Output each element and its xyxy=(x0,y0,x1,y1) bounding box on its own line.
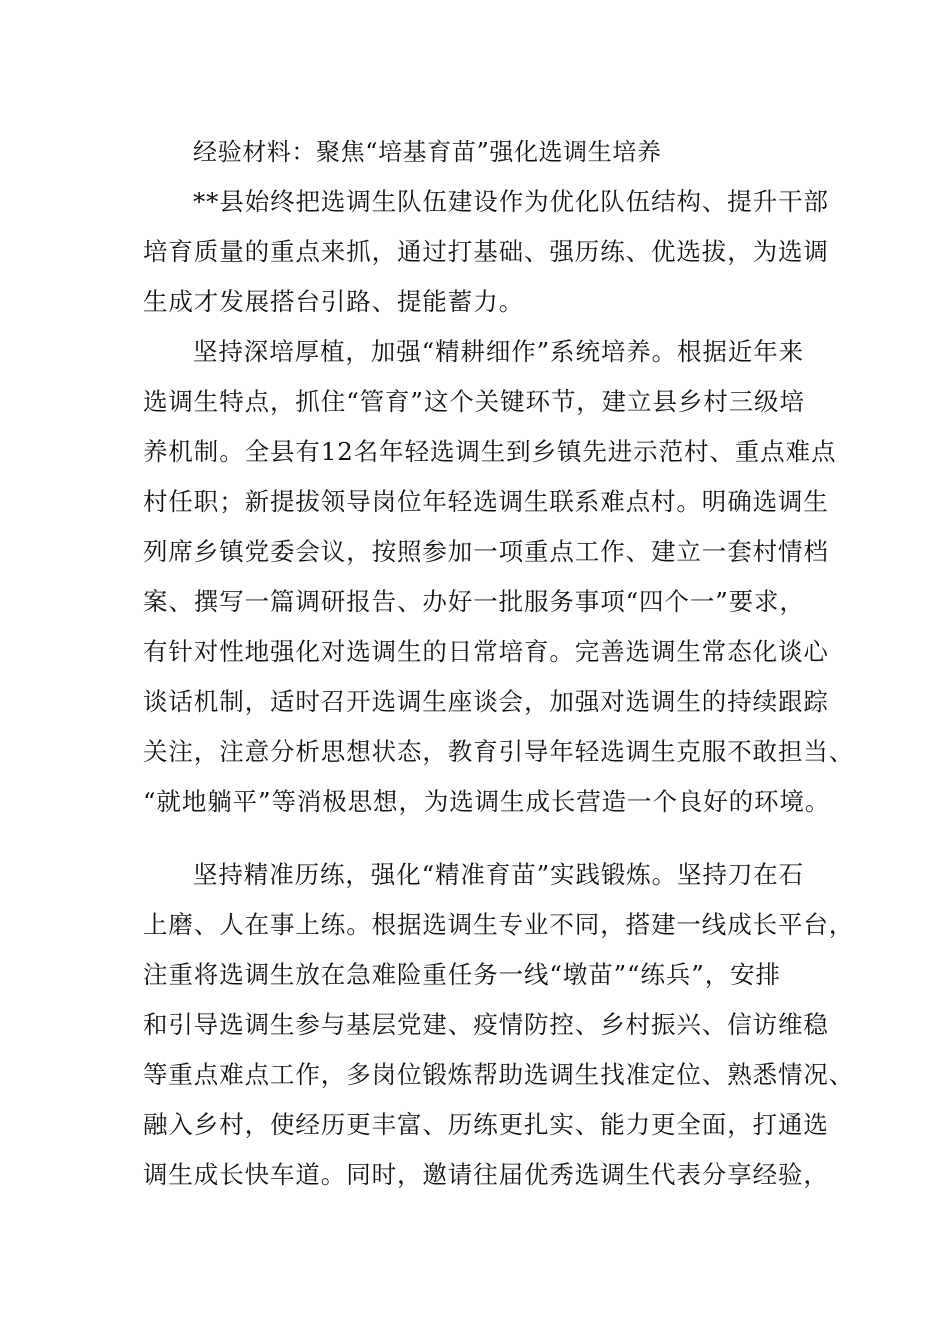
paragraph-3-line-7: 调生成长快车道。同时，邀请往届优秀选调生代表分享经验， xyxy=(143,1160,829,1189)
paragraph-2-line-10: “就地躺平”等消极思想，为选调生成长营造一个良好的环境。 xyxy=(143,787,831,816)
paragraph-2-line-5: 列席乡镇党委会议，按照参加一项重点工作、建立一套村情档 xyxy=(143,537,829,566)
paragraph-2-line-8: 谈话机制，适时召开选调生座谈会，加强对选调生的持续跟踪 xyxy=(143,687,829,716)
paragraph-3-line-3: 注重将选调生放在急难险重任务一线“墩苗”“练兵”，安排 xyxy=(143,960,781,989)
paragraph-2-line-4: 村任职；新提拔领导岗位年轻选调生联系难点村。明确选调生 xyxy=(143,487,829,516)
paragraph-3-line-5: 等重点难点工作，多岗位锻炼帮助选调生找准定位、熟悉情况、 xyxy=(143,1060,855,1089)
paragraph-2-line-6: 案、撰写一篇调研报告、办好一批服务事项“四个一”要求， xyxy=(143,587,805,616)
paragraph-1-line-3: 生成才发展搭台引路、提能蓄力。 xyxy=(143,287,524,316)
paragraph-2-line-7: 有针对性地强化对选调生的日常培育。完善选调生常态化谈心 xyxy=(143,637,829,666)
paragraph-1-line-1: **县始终把选调生队伍建设作为优化队伍结构、提升干部 xyxy=(193,187,829,216)
paragraph-3-line-4: 和引导选调生参与基层党建、疫情防控、乡村振兴、信访维稳 xyxy=(143,1010,829,1039)
paragraph-2-line-3: 养机制。全县有12名年轻选调生到乡镇先进示范村、重点难点 xyxy=(143,437,837,466)
paragraph-3-line-6: 融入乡村，使经历更丰富、历练更扎实、能力更全面，打通选 xyxy=(143,1110,829,1139)
paragraph-2-line-9: 关注，注意分析思想状态，教育引导年轻选调生克服不敢担当、 xyxy=(143,737,855,766)
paragraph-2-line-2: 选调生特点，抓住“管育”这个关键环节，建立县乡村三级培 xyxy=(143,387,805,416)
paragraph-3-line-1: 坚持精准历练，强化“精准育苗”实践锻炼。坚持刀在石 xyxy=(193,860,805,889)
paragraph-2-line-1: 坚持深培厚植，加强“精耕细作”系统培养。根据近年来 xyxy=(193,337,805,366)
paragraph-1-line-2: 培育质量的重点来抓，通过打基础、强历练、优选拔，为选调 xyxy=(143,237,829,266)
document-title: 经验材料：聚焦“培基育苗”强化选调生培养 xyxy=(193,138,662,166)
paragraph-3-line-2: 上磨、人在事上练。根据选调生专业不同，搭建一线成长平台， xyxy=(143,910,855,939)
